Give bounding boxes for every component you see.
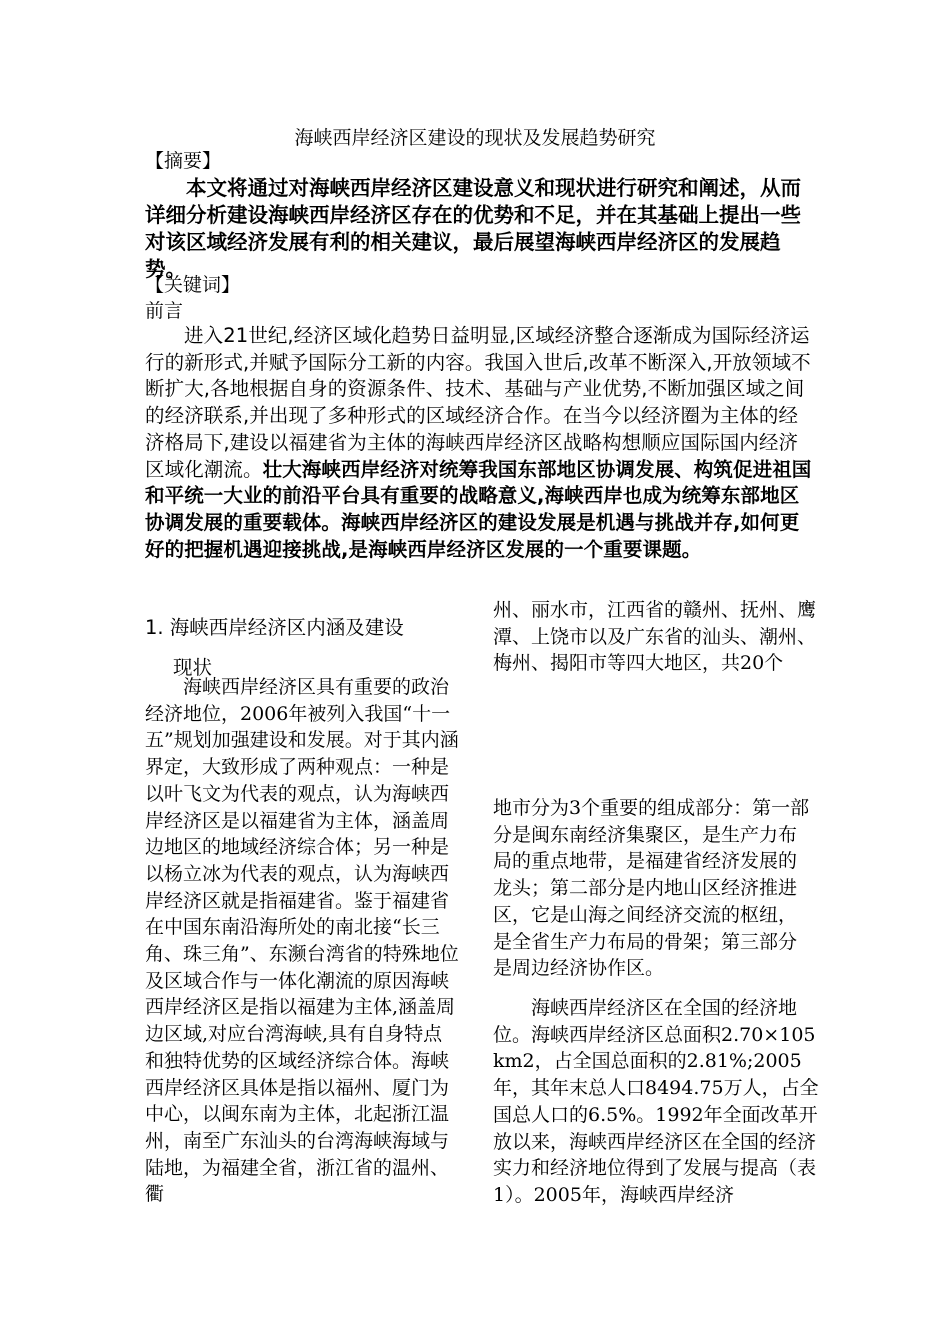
- intro-bold-text: 壮大海峡西岸经济对统筹我国东部地区协调发展、构筑促进祖国和平统一大业的前沿平台具有重要的战略意义,海峡西岸也成为统筹东部地区协调发展的重要载体。海峡西岸经济区的建设发展是机遇与挑战并存,如何更好的把握机遇迎接挑战,是海峡西岸经济区发展的一个重要课题。: [145, 457, 812, 561]
- section-heading-line2: 现状: [173, 656, 213, 679]
- right-column-top-text: 州、丽水市，江西省的赣州、抚州、鹰潭、上饶市以及广东省的汕头、潮州、梅州、揭阳市等四大地区，共20个: [493, 599, 817, 675]
- abstract-text: 本文将通过对海峡西岸经济区建设意义和现状进行研究和阐述，从而详细分析建设海峡西岸经济区存在的优势和不足，并在其基础上提出一些对该区域经济发展有利的相关建议，最后展望海峡西岸经济区的发展趋势。: [145, 176, 801, 281]
- right-column-mid-text: 地市分为3个重要的组成部分：第一部分是闽东南经济集聚区，是生产力布局的重点地带，是福建省经济发展的龙头；第二部分是内地山区经济推进区，它是山海之间经济交流的枢纽，是全省生产力布局的骨架；第三部分是周边经济协作区。: [493, 797, 810, 980]
- intro-paragraph: [145, 323, 813, 563]
- section-heading-line1: 1. 海峡西岸经济区内涵及建设: [145, 616, 404, 639]
- abstract-label: 【摘要】: [145, 150, 222, 172]
- right-column-bottom-text: 海峡西岸经济区在全国的经济地位。海峡西岸经济区总面积2.70×105 km2，占全国总面积的2.81%;2005年，其年末总人口8494.75万人，占全国总人口的6.5%。1992年全面改革开放以来，海峡西岸经济区在全国的经济实力和经济地位得到了发展与提高（表1）。2005年，海峡西岸经济: [493, 997, 819, 1206]
- preface-label: 前言: [145, 300, 184, 322]
- intro-normal-text: 进入21世纪,经济区域化趋势日益明显,区域经济整合逐渐成为国际经济运行的新形式,并赋予国际分工新的内容。我国入世后,改革不断深入,开放领域不断扩大,各地根据自身的资源条件、技术、基础与产业优势,不断加强区域之间的经济联系,并出现了多种形式的区域经济合作。在当今以经济圈为主体的经济格局下,建设以福建省为主体的海峡西岸经济区战略构想顺应国际国内经济区域化潮流。: [145, 324, 811, 481]
- document-title: 海峡西岸经济区建设的现状及发展趋势研究: [294, 127, 656, 149]
- left-column-text: 海峡西岸经济区具有重要的政治经济地位，2006年被列入我国“十一五”规划加强建设和发展。对于其内涵界定，大致形成了两种观点：一种是以叶飞文为代表的观点，认为海峡西岸经济区是以福建省为主体，涵盖周边地区的地域经济综合体；另一种是以杨立冰为代表的观点，认为海峡西岸经济区就是指福建省。鉴于福建省在中国东南沿海所处的南北接“长三角、珠三角”、东濒台湾省的特殊地位及区域合作与一体化潮流的原因海峡西岸经济区是指以福建为主体,涵盖周边区域,对应台湾海峡,具有自身特点和独特优势的区域经济综合体。海峡西岸经济区具体是指以福州、厦门为中心，以闽东南为主体，北起浙江温州，南至广东汕头的台湾海峡海域与陆地，为福建全省，浙江省的温州、衢: [145, 676, 459, 1206]
- keywords-label: 【关键词】: [145, 274, 241, 296]
